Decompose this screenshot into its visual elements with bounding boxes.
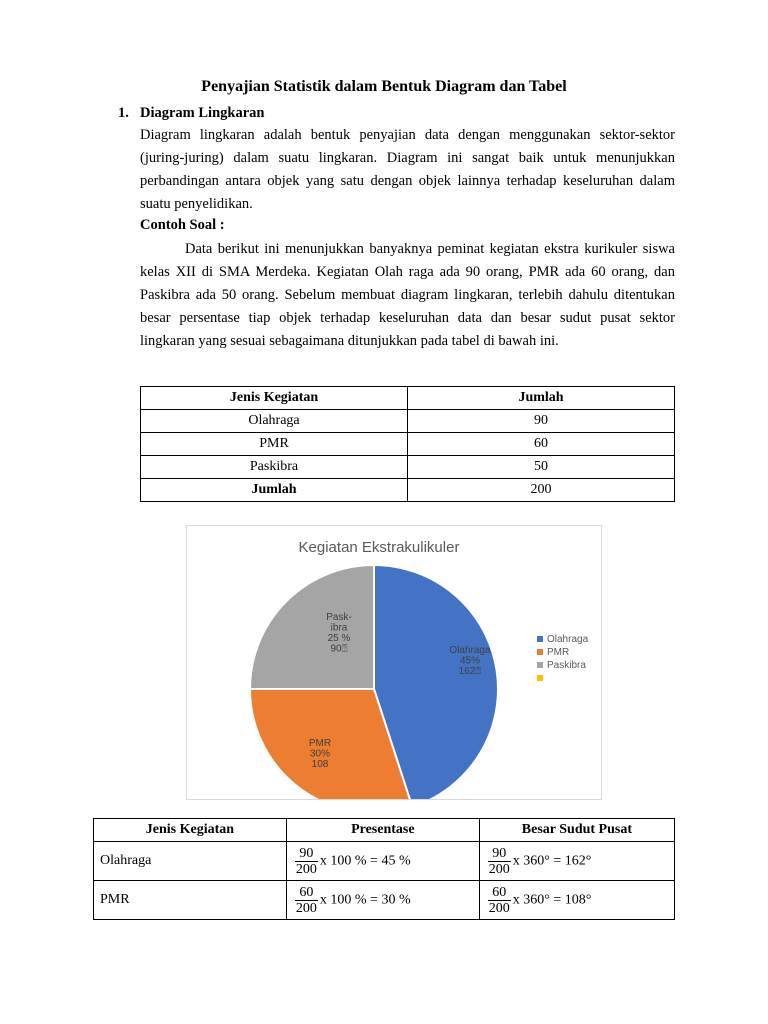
percentage-formula	[286, 881, 479, 920]
section-title: Diagram Lingkaran	[140, 105, 265, 121]
slice-data-label: Pask-ibra 25 % 90⍰	[326, 612, 352, 655]
slice-data-label: Olahraga 45% 162⍰	[449, 645, 491, 677]
table-cell: PMR	[141, 433, 408, 456]
table-header-row	[141, 387, 675, 410]
table-cell: Jumlah	[141, 479, 408, 502]
table-header-row	[94, 819, 675, 842]
fraction	[488, 885, 511, 916]
table-row	[141, 433, 675, 456]
angle-formula	[479, 842, 674, 881]
legend-swatch	[537, 675, 543, 681]
pie-chart-container	[186, 525, 602, 800]
header-cell: Jenis Kegiatan	[94, 819, 287, 842]
header-cell: Jenis Kegiatan	[141, 387, 408, 410]
pie-chart	[187, 526, 601, 799]
central-angle-table	[93, 818, 675, 920]
fraction	[295, 885, 318, 916]
table-cell: 90	[408, 410, 675, 433]
fraction	[295, 846, 318, 877]
table-cell: PMR	[94, 881, 287, 920]
table-total-row	[141, 479, 675, 502]
formula-expression: x 100 % = 30 %	[319, 892, 411, 907]
slice-data-label: PMR 30% 108	[308, 738, 332, 770]
formula-expression: x 360° = 108°	[512, 892, 592, 907]
denominator: 200	[295, 861, 317, 877]
legend-swatch	[537, 662, 543, 668]
header-cell: Besar Sudut Pusat	[479, 819, 674, 842]
section-heading	[118, 105, 264, 122]
table-row	[94, 842, 675, 881]
fraction	[488, 846, 511, 877]
table-row	[141, 410, 675, 433]
example-paragraph: Data berikut ini menunjukkan banyaknya peminat kegiatan ekstra kurikuler siswa kelas XII di SMA Merdeka. Kegiatan Olah raga ada 90 orang, PMR ada 60 orang, dan Paskibra ada 50 orang. Sebelum membuat diagram lingkaran, terlebih dahulu ditentukan besar persentase tiap objek terhadap keseluruhan data dan besar sudut pusat sektor lingkaran yang sesuai sebagaimana ditunjukkan pada tabel di bawah ini.	[140, 241, 675, 349]
section-number: 1.	[118, 105, 129, 121]
frequency-table	[140, 386, 675, 502]
numerator: 60	[488, 885, 511, 901]
table-row	[141, 456, 675, 479]
header-cell: Presentase	[286, 819, 479, 842]
table-cell: 50	[408, 456, 675, 479]
table-cell: Olahraga	[141, 410, 408, 433]
formula-expression: x 100 % = 45 %	[319, 853, 411, 868]
header-cell: Jumlah	[408, 387, 675, 410]
legend-label: Olahraga	[547, 634, 589, 645]
chart-title: Kegiatan Ekstrakulikuler	[298, 539, 460, 556]
numerator: 60	[295, 885, 318, 901]
legend-swatch	[537, 636, 543, 642]
denominator: 200	[488, 900, 510, 916]
table-row	[94, 881, 675, 920]
denominator: 200	[295, 900, 317, 916]
table-cell: 60	[408, 433, 675, 456]
definition-paragraph: Diagram lingkaran adalah bentuk penyajian data dengan menggunakan sektor-sektor (juring-juring) dalam suatu lingkaran. Diagram ini sangat baik untuk menunjukkan perbandingan antara objek yang satu dengan objek lainnya terhadap keseluruhan dalam suatu penyelidikan.	[140, 127, 675, 212]
pie-slice-paskibra	[250, 565, 374, 689]
legend-label: PMR	[547, 647, 570, 658]
denominator: 200	[488, 861, 510, 877]
numerator: 90	[295, 846, 318, 862]
legend-label: Paskibra	[547, 660, 586, 671]
page-title: Penyajian Statistik dalam Bentuk Diagram dan Tabel	[201, 78, 567, 95]
angle-formula	[479, 881, 674, 920]
table-cell: Olahraga	[94, 842, 287, 881]
table-cell: 200	[408, 479, 675, 502]
legend-swatch	[537, 649, 543, 655]
numerator: 90	[488, 846, 511, 862]
example-label: Contoh Soal :	[140, 217, 225, 233]
formula-expression: x 360° = 162°	[512, 853, 592, 868]
table-cell: Paskibra	[141, 456, 408, 479]
percentage-formula	[286, 842, 479, 881]
